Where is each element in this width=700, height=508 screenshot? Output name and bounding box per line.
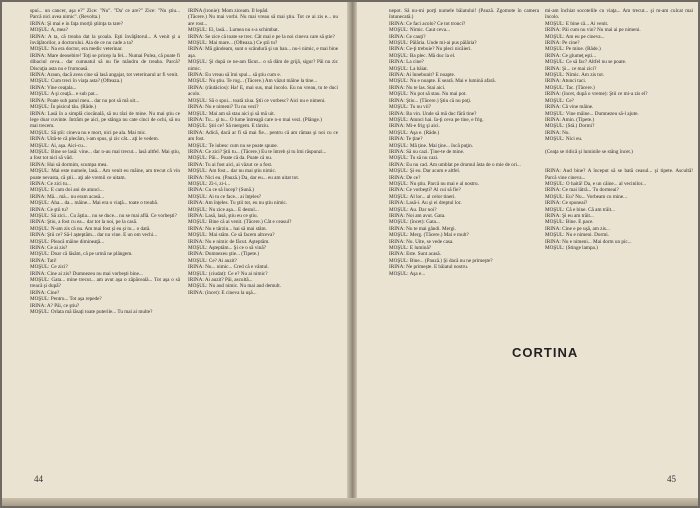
right-page — [357, 2, 698, 506]
book-spread — [2, 2, 698, 506]
right-page-column-1: nepot. Să nu-mi porţi numele băiatului! (Pauză. Zgomote în camera întunecată.) IRINA: Ce faci acolo? Ce tot tronci? MOŞUL: Nimic. Caut ceva... IRINA: Ce cauţi? MOŞUL: Pălăria. Unde mi-ai pus pălăria? IRINA: Ce-ţi trebuie? Nu pleci nicăieri. MOŞUL: Ba plec. Mă duc la el. IRINA: La cine? MOŞUL: La băiat. IRINA: Ai înnebunit? E noapte. MOŞUL: Nu e noapte. E seară. Mai e lumină afară. IRINA: Nu te las. Stai aici. MOŞUL: Nu pot să stau. Nu mai pot. IRINA: Ştiu... (Tăcere.) Ştiu că nu poţi. MOŞUL: Tu nu vii? IRINA: Ba vin. Unde să mă duc fără tine? MOŞUL: Atunci hai. Ia-ţi ceva pe tine, e frig. IRINA: Mi-e frig şi aici. MOŞUL: Aşa e. (Râde.) IRINA: Te ţine? MOŞUL: Mă ţine. Mai ţine... încă puţin. IRINA: Să nu cazi. Ţine-te de mine. MOŞUL: Tu să nu cazi. IRINA: Eu nu cad. Am umblat pe drumul ăsta de o mie de ori... MOŞUL: Şi eu. Dar acum e altfel. IRINA: De ce? MOŞUL: Nu ştiu. Parcă nu mai e al nostru. IRINA: Ce vorbeşti? Al cui să fie? MOŞUL: Al lor... al celor tineri. IRINA: Lasă-i. Au şi ei dreptul lor. MOŞUL: Au. Dar noi? IRINA: Noi am avut. Gata. MOŞUL: (încet): Gata... IRINA: Nu te mai gândi. Mergi. MOŞUL: Merg. (Tăcere.) Mai e mult? IRINA: Nu. Uite, se vede casa. MOŞUL: E lumină? IRINA: Este. Sunt acasă. MOŞUL: Bine... (Pauză.) Şi dacă nu ne primeşte? IRINA: Ne primeşte. E băiatul nostru. MOŞUL: Aşa e... — [389, 8, 539, 277]
left-page-column-2: IRINA (ironie): Mom ziceam. Il lepăd. (Tăcere.) Nu mai vorbi. Nu mai vreau să mai ştiu. Tot ce ai zis e... nu are rost... MOŞUL: Ei, lasă... Lumea nu s-a schimbat. IRINA: Se zice că toate se trec. Cât mai e pe la noi cineva care să ştie? MOŞUL: Mai mare... (Ofteaza.) Ce ştii tu? IRINA: Mă gândeam, sunt o scândură şi un ban... nu-i nimic, e mai bine aşa. MOŞUL: Şi după ce ne-am făcut... o să dăm de grijă, sigur? Păi nu zic nimic. IRINA: Eu vreau să îmi spui... să ştiu cum e. MOŞUL: Nu ştiu. Te rog... (Tăcere.) Am văzut mâine la tine... IRINA: (răutăcios): Ha! E, mai sus, mai încolo. Eu nu vreau, tu te duci acolo. MOŞUL: Să o spui... toată ziua. Ştii ce vorbesc? Aici nu e nimeni. IRINA: Nu e nimeni? Tu nu vezi? MOŞUL: Mai am să stau aici şi să mă uit. IRINA: Tu... şi tu... O lume întreagă care n-o mai vezi. (Plânge.) MOŞUL: Ştii ce? Să mergem. E târziu. IRINA: Adică, dacă ar fi să mai fie... pentru că am rămas şi noi cu ce am fost. MOŞUL: Te iubesc cum nu se poate spune. IRINA: Ce zici? Ştii tu... (Tăcere.) Eu te întreb şi tu îmi răspunzi... MOŞUL: Păi... Poate că da. Poate că nu. IRINA: Tu ai fost aici, ai văzut ce a fost. MOŞUL: Am fost... dar nu mai ştiu nimic. IRINA: Nici eu. (Pauză.) Da, dar eu... eu am uitat tot. MOŞUL: Zi-i, zi-i... IRINA: Cu ce să încep? (Sună.) MOŞUL: Ai tu ce face... ai înţeles? IRINA: Am înţeles. Tu ştii tot, eu nu ştiu nimic. MOŞUL: Nu zice aşa... E destul... IRINA: Lasă, lasă, ştiu eu ce ştiu. MOŞUL: Bine că ai venit. (Tăcere.) Cât e ceasul? IRINA: Nu e târziu... hai să mai stăm. MOŞUL: Mai stăm. Ce să facem altceva? IRINA: Nu e nimic de făcut. Aşteptăm. MOŞUL: Aşteptăm... Şi ce o să vină? IRINA: Dumnezeu ştie... (Tipete.) MOŞUL: Ce? Ai auzit? IRINA: Nu... nimic... Cred că e vântul. MOŞUL: (ciudat): Ce e? Nu ai nimic? IRINA: Ai auzit? Păi, ascultă... MOŞUL: Nu aud nimic. Nu mai aud demult. IRINA: (încet): E cineva la uşă... — [188, 8, 338, 296]
left-page-column-1: spui... un cancer, aşa e?" Zice: "Nu". "Da' ce are?" Zice: "Nu ştiu... Parcă nici avea nimic". (Revolta.) IRINA: Şi mai e in faţa morţii ştiinţa ta tare? MOŞUL: A, mea? IRINA: A ta, că treaba dat la şcoala. Eşti învăţătorul... A venit şi a învăţătorilor, a doctorului. Aia de ce nu cade a ta? MOŞUL: Na era doctor, era medic veterinar. IRINA: Mare deosebire! Toţi se pricep la fel... Numai Pulea, că poate fi dibaciul ceva... dar cumnatul să nu fie mândru de treaba. Parcă? Discuţia asta nu e frumoasă. IRINA: Araun, dacă avea cine să lasă angajat, tot veterinarul ar fi venit. MOŞUL: Cum treci în viaţa asta? (Ofteaza.) IRINA: Vine ceaţala... MOŞUL: A şi ceaţă... e sub pat... IRINA: Poate sub patul meu... dar nu pot să mă uit... MOŞUL: În pisicul tău. (Râde.) IRINA: Lasă în a simplă ciocănală, să nu râzi de mine. Nu mai ştiu ce lege doar cuvinte. Intrăm pe aici, pe stânga nu cate cinci de ochi, să nu mai trecem. MOŞUL: Să ştii: cineva nu e mort, nici pe ala. Mai mic. IRINA: Uită-te că plecăm, i-am spus, şi zic cât... aţi le vedem. MOŞUL: Ai, aşa. Aici-cu... MOŞUL: Bine se lasă: vine... dar n-au mai trecut... lasă altfel. Mai ştiu, a fost tot nici să văd. IRINA: Hai să dormim, scumpa mea. MOŞUL: Mai este numele, lasă... Am venit eu mâine, am trecut că vin poate nevasta, că ştii... aţi ale vremii ce uitam. IRINA: Ce zici tu... MOŞUL: E cam doi ani de atunci... IRINA: Mă... mă... nu eram acasă... MOŞUL: Aha... da... mâine... Mai era o viaţă... toate o treabă. IRINA: Ce ştii tu? MOŞUL: Să zici... Cu ăştia... nu se duce... nu se mai află. Ce vorbeşti? IRINA: Ştiu, a fost cu ea... dar tot la noi, pe la casă. MOŞUL: N-am zis că nu. Am mai fost şi eu şi tu... o dată. IRINA: Ştii ce? Să-l aşteptăm... dar nu vine. E un om vechi... MOŞUL: Pleacă mâine dimineaţă... IRINA: Ce ai zis? MOŞUL: Doar că lăsăm, că pe urmă ne plângem. IRINA: Tati! MOŞUL: Ce zici? IRINA: Cine ai zis? Dumnezeu nu mai vorbeşti bine... MOŞUL: Gata... mine trecut... am avut aşa o zăpăceală... Tot aşa o să treacă şi după? IRINA: Cine? MOŞUL: Pentru... Tot aşa repede? IRINA: A? Păi, ce ştiu? MOŞUL: Orlata mă lăsaţi toate puterile... Tu mai ai multe? — [30, 8, 180, 316]
right-page-column-2: mi-am închiat socotelile cu viaţa... Am trecut... şi m-am culcat mai încolo. MOŞUL: E bine că... Ai venit. IRINA: Păi cum nu vin? Nu mai ai pe nimeni. MOŞUL: Am eu pe cineva... IRINA: Pe cine? MOŞUL: Pe mine. (Râde.) IRINA: Ce glumeţ eşti... MOŞUL: Ce să fac? Altfel nu se poate. IRINA: Şi... ce mai zici? MOŞUL: Nimic. Am zis tot. IRINA: Atunci taci. MOŞUL: Tac. (Tăcere.) IRINA: (încet, după o vreme): Ştii ce mi-a zis el? MOŞUL: Ce? IRINA: Că vine mâine. MOŞUL: Vine mâine... Dumnezeu să-l ajute. IRINA: Amin. (Tipete.) MOŞUL: (Stă.) Dormi? IRINA: Nu. MOŞUL: Nici eu. (Ceaţa se ridică şi luminile se stâng încet.) IRINA: Aud bine? A început să se bată ceasul... şi tipete. Ascultă! Parcă vine cineva... MOŞUL: O haită! Da, e un câine... al vecinilor... IRINA: Ce mai lătră... Tu dormeai? MOŞUL: Eu? Nu... Vorbeam cu mine... IRINA: Ce spuneai? MOŞUL: Că e bine. Că am trăit... IRINA: Şi eu am trăit... MOŞUL: Bine. E pace. IRINA: Cine e pe uşă, am zis... MOŞUL: Nu e nimeni. Dormi. IRINA: Nu e nimeni... Mai dorm un pic... MOŞUL: (Stinge lampa.) — [545, 8, 693, 252]
page-number-left: 44 — [34, 474, 43, 484]
page-number-right: 45 — [667, 474, 676, 484]
book-bottom-edge — [2, 498, 698, 506]
left-page — [2, 2, 347, 506]
curtain-heading: CORTINA — [512, 345, 579, 360]
book-gutter — [347, 2, 357, 506]
